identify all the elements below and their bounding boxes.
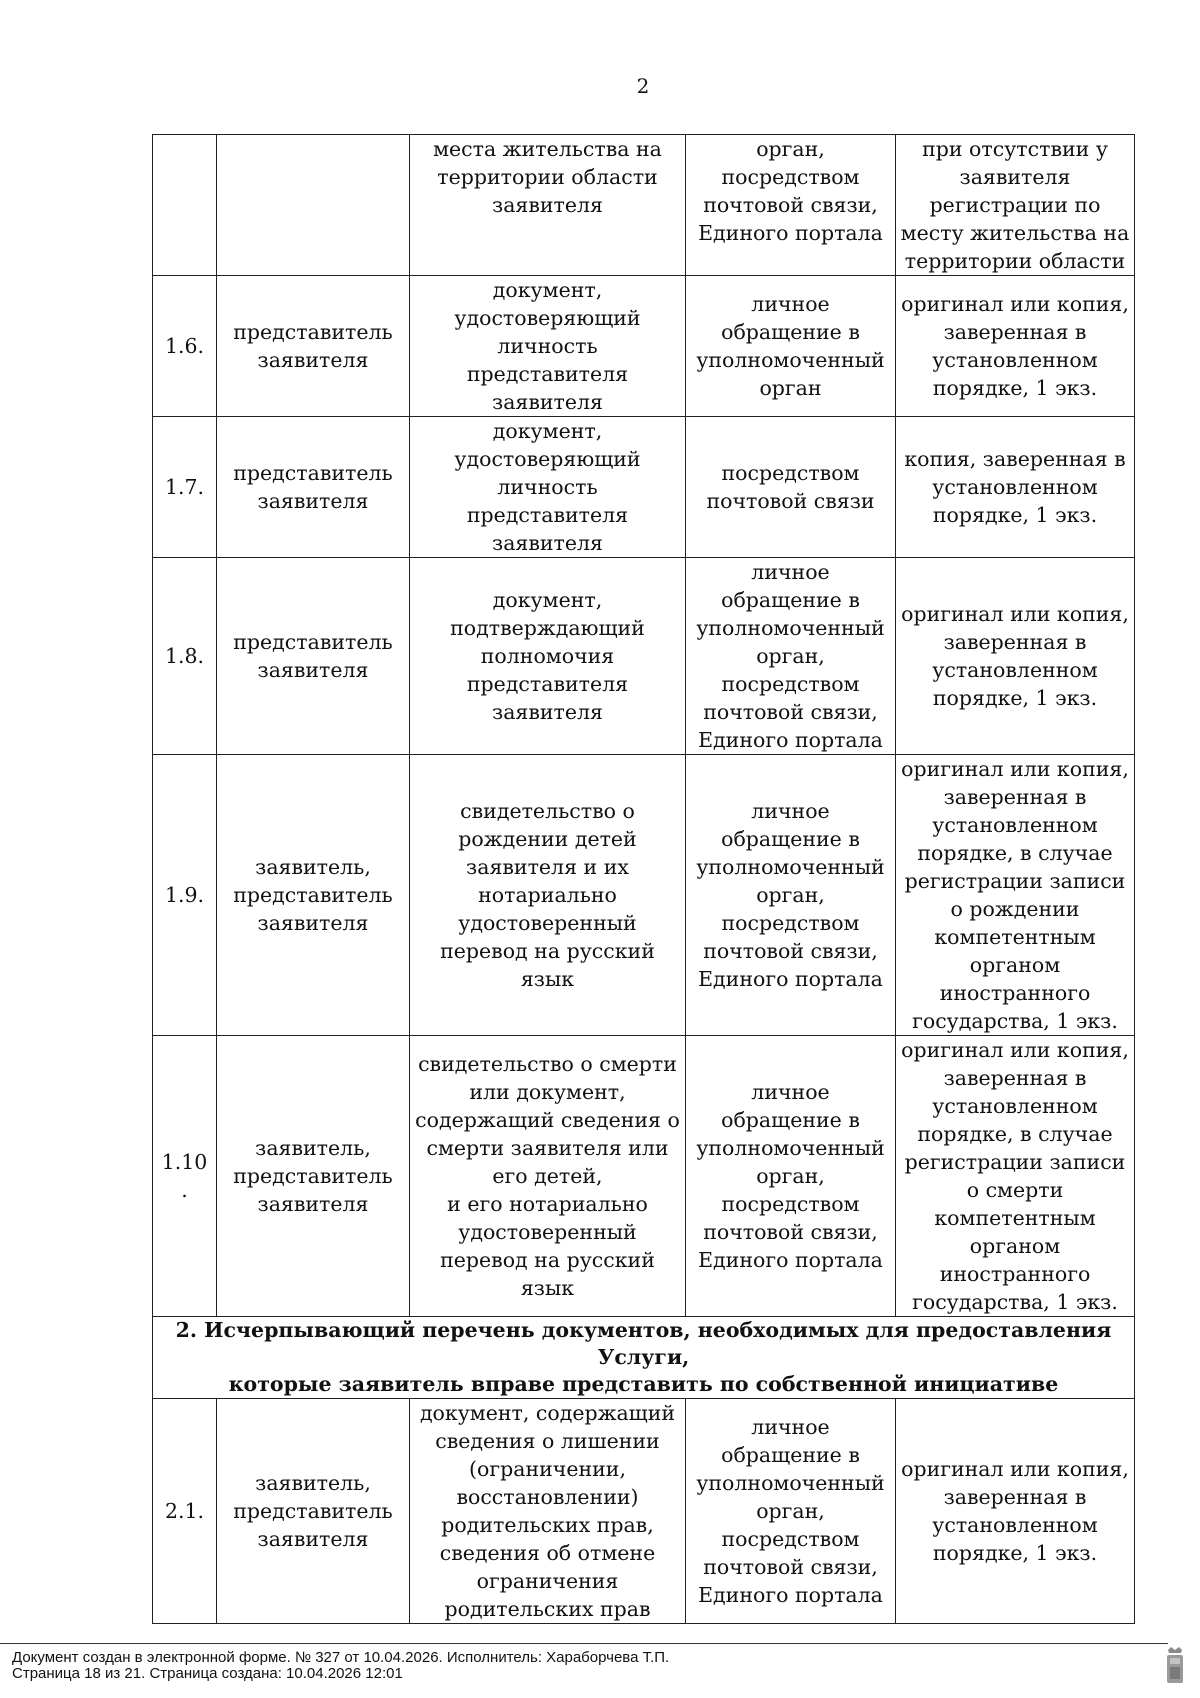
submission-method-cell: личное обращение в уполномоченный орган, посредством почтовой связи, Единого портала	[686, 558, 896, 755]
applicant-cell: заявитель, представитель заявителя	[217, 1399, 410, 1624]
row-number: 1.6.	[153, 276, 217, 417]
document-form-cell: оригинал или копия, заверенная в установленном порядке, в случае регистрации записи о рождении компетентным органом иностранного государства, 1 экз.	[896, 755, 1135, 1036]
footer-page-info: Страница 18 из 21. Страница создана: 10.04.2026 12:01	[12, 1665, 403, 1682]
document-form-cell: оригинал или копия, заверенная в установленном порядке, в случае регистрации записи о смерти компетентным органом иностранного государства, 1 экз.	[896, 1036, 1135, 1317]
table-row	[153, 276, 1135, 417]
row-number: 2.1.	[153, 1399, 217, 1624]
section-heading-row	[153, 1317, 1135, 1399]
row-number: 1.9.	[153, 755, 217, 1036]
document-form-cell: оригинал или копия, заверенная в установленном порядке, 1 экз.	[896, 1399, 1135, 1624]
row-number	[153, 135, 217, 276]
submission-method-cell: орган, посредством почтовой связи, Единого портала	[686, 135, 896, 276]
applicant-cell: представитель заявителя	[217, 276, 410, 417]
table-row	[153, 1399, 1135, 1624]
footer-document-info: Документ создан в электронной форме. № 327 от 10.04.2026. Исполнитель: Хараборчева Т.П.	[12, 1649, 670, 1666]
footer-divider	[0, 1643, 1168, 1644]
document-cell: документ, удостоверяющий личность представителя заявителя	[410, 417, 686, 558]
page-number: 2	[636, 74, 650, 98]
table-row	[153, 1036, 1135, 1317]
table-row	[153, 558, 1135, 755]
row-number: 1.7.	[153, 417, 217, 558]
applicant-cell: представитель заявителя	[217, 558, 410, 755]
submission-method-cell: личное обращение в уполномоченный орган, посредством почтовой связи, Единого портала	[686, 755, 896, 1036]
document-cell: документ, содержащий сведения о лишении (ограничении, восстановлении) родительских прав, сведения об отмене ограничения родительских прав	[410, 1399, 686, 1624]
applicant-cell	[217, 135, 410, 276]
table-row	[153, 755, 1135, 1036]
row-number: 1.8.	[153, 558, 217, 755]
section-2-heading: 2. Исчерпывающий перечень документов, необходимых для предоставления Услуги, которые заявитель вправе представить по собственной инициативе	[153, 1317, 1135, 1399]
document-cell: документ, подтверждающий полномочия представителя заявителя	[410, 558, 686, 755]
submission-method-cell: посредством почтовой связи	[686, 417, 896, 558]
applicant-cell: заявитель, представитель заявителя	[217, 755, 410, 1036]
document-form-cell: оригинал или копия, заверенная в установленном порядке, 1 экз.	[896, 276, 1135, 417]
row-number: 1.10 .	[153, 1036, 217, 1317]
table-row	[153, 417, 1135, 558]
document-cell: места жительства на территории области заявителя	[410, 135, 686, 276]
coat-of-arms-icon	[1164, 1646, 1186, 1686]
submission-method-cell: личное обращение в уполномоченный орган, посредством почтовой связи, Единого портала	[686, 1036, 896, 1317]
footer-text	[12, 1650, 1142, 1682]
document-form-cell: копия, заверенная в установленном порядке, 1 экз.	[896, 417, 1135, 558]
document-cell: свидетельство о рождении детей заявителя и их нотариально удостоверенный перевод на русский язык	[410, 755, 686, 1036]
table-row	[153, 135, 1135, 276]
submission-method-cell: личное обращение в уполномоченный орган	[686, 276, 896, 417]
document-form-cell: оригинал или копия, заверенная в установленном порядке, 1 экз.	[896, 558, 1135, 755]
documents-table	[152, 134, 1135, 1624]
document-form-cell: при отсутствии у заявителя регистрации по месту жительства на территории области	[896, 135, 1135, 276]
document-footer	[0, 1643, 1200, 1698]
document-cell: документ, удостоверяющий личность представителя заявителя	[410, 276, 686, 417]
applicant-cell: заявитель, представитель заявителя	[217, 1036, 410, 1317]
submission-method-cell: личное обращение в уполномоченный орган, посредством почтовой связи, Единого портала	[686, 1399, 896, 1624]
document-cell: свидетельство о смерти или документ, содержащий сведения о смерти заявителя или его детей, и его нотариально удостоверенный перевод на русский язык	[410, 1036, 686, 1317]
applicant-cell: представитель заявителя	[217, 417, 410, 558]
